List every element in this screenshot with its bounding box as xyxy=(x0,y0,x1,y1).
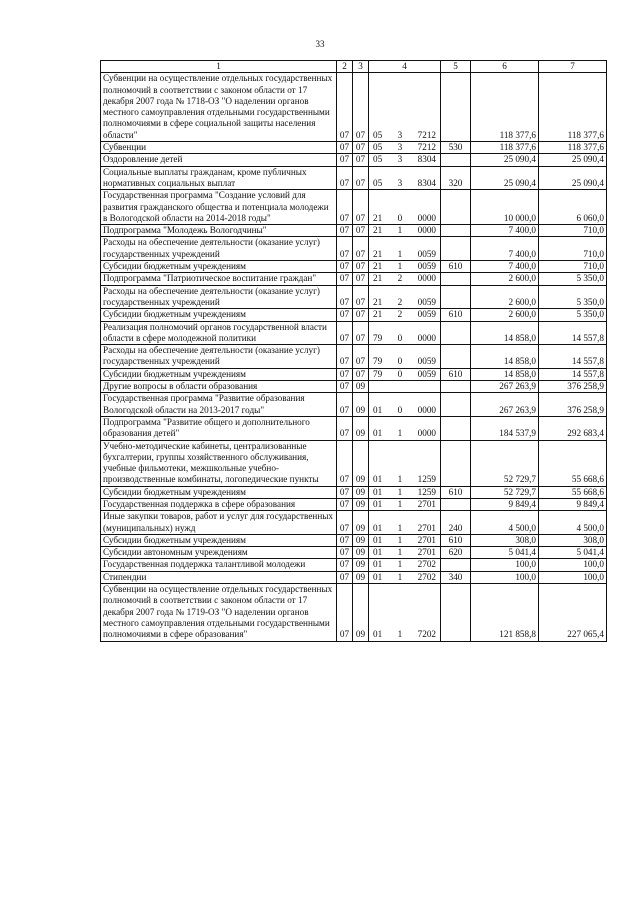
target-article-code xyxy=(369,285,441,309)
target-article-code xyxy=(369,309,441,321)
expense-type-code: 610 xyxy=(441,261,471,273)
target-article-code xyxy=(369,190,441,225)
target-article-code xyxy=(369,154,441,166)
subsection-code: 09 xyxy=(353,534,369,546)
subprogram-code: 3 xyxy=(397,177,403,188)
table-row xyxy=(101,309,607,321)
section-code: 07 xyxy=(337,154,353,166)
row-name: Субвенции на осуществление отдельных государственных полномочий в соответствии с законом области от 17 декабря 2007 года № 1718-ОЗ "О наделении органов местного самоуправления отдельными государственными полномочиями в сфере социальной защиты населения области" xyxy=(101,73,337,142)
expense-type-code xyxy=(441,237,471,261)
expense-type-code xyxy=(441,498,471,510)
section-code: 07 xyxy=(337,511,353,535)
table-row xyxy=(101,154,607,166)
expense-type-code xyxy=(441,321,471,345)
amount-year-2: 710,0 xyxy=(539,261,607,273)
section-code: 07 xyxy=(337,261,353,273)
subprogram-code: 1 xyxy=(397,225,403,236)
target-article-code xyxy=(369,440,441,486)
row-name: Реализация полномочий органов государственной власти области в сфере молодежной политики xyxy=(101,321,337,345)
target-article-code xyxy=(369,381,441,393)
row-name: Стипендии xyxy=(101,571,337,583)
amount-year-2: 14 557,8 xyxy=(539,345,607,369)
row-name: Подпрограмма "Патриотическое воспитание граждан" xyxy=(101,273,337,285)
table-row xyxy=(101,345,607,369)
direction-code: 2701 xyxy=(417,522,436,533)
section-code: 07 xyxy=(337,381,353,393)
program-code: 01 xyxy=(373,522,383,533)
amount-year-1: 9 849,4 xyxy=(471,498,539,510)
target-article-code xyxy=(369,237,441,261)
expense-type-code xyxy=(441,345,471,369)
amount-year-2: 5 350,0 xyxy=(539,309,607,321)
row-name: Субсидии бюджетным учреждениям xyxy=(101,534,337,546)
subsection-code: 07 xyxy=(353,142,369,154)
table-row xyxy=(101,368,607,380)
expense-type-code: 240 xyxy=(441,511,471,535)
subsection-code: 07 xyxy=(353,345,369,369)
expense-type-code xyxy=(441,190,471,225)
target-article-code xyxy=(369,345,441,369)
program-code: 05 xyxy=(373,154,383,165)
section-code: 07 xyxy=(337,486,353,498)
amount-year-2: 308,0 xyxy=(539,534,607,546)
amount-year-1: 308,0 xyxy=(471,534,539,546)
row-name: Социальные выплаты гражданам, кроме публичных нормативных социальных выплат xyxy=(101,166,337,190)
expense-type-code: 620 xyxy=(441,547,471,559)
amount-year-1: 4 500,0 xyxy=(471,511,539,535)
expense-type-code: 610 xyxy=(441,486,471,498)
subprogram-code: 0 xyxy=(397,404,403,415)
program-code: 21 xyxy=(373,212,383,223)
direction-code: 7212 xyxy=(417,129,436,140)
program-code: 05 xyxy=(373,177,383,188)
direction-code: 0059 xyxy=(417,368,436,379)
direction-code: 7202 xyxy=(417,629,436,640)
program-code: 01 xyxy=(373,498,383,509)
amount-year-1: 10 000,0 xyxy=(471,190,539,225)
subprogram-code: 1 xyxy=(397,474,403,485)
direction-code: 2701 xyxy=(417,534,436,545)
row-name: Расходы на обеспечение деятельности (оказание услуг) государственных учреждений xyxy=(101,237,337,261)
row-name: Субсидии бюджетным учреждениям xyxy=(101,309,337,321)
target-article-code xyxy=(369,393,441,417)
amount-year-2: 376 258,9 xyxy=(539,393,607,417)
table-row xyxy=(101,534,607,546)
table-row xyxy=(101,440,607,486)
direction-code: 0000 xyxy=(417,225,436,236)
header-cell: 2 xyxy=(337,61,353,73)
expense-type-code: 610 xyxy=(441,309,471,321)
amount-year-2: 227 065,4 xyxy=(539,584,607,641)
subsection-code: 07 xyxy=(353,273,369,285)
table-row xyxy=(101,547,607,559)
program-code: 01 xyxy=(373,534,383,545)
amount-year-1: 25 090,4 xyxy=(471,166,539,190)
row-name: Подпрограмма "Развитие общего и дополнительного образования детей" xyxy=(101,416,337,440)
amount-year-2: 5 350,0 xyxy=(539,273,607,285)
direction-code: 1259 xyxy=(417,474,436,485)
amount-year-2: 100,0 xyxy=(539,559,607,571)
expense-type-code: 340 xyxy=(441,571,471,583)
subsection-code: 07 xyxy=(353,285,369,309)
amount-year-2: 55 668,6 xyxy=(539,486,607,498)
subsection-code: 07 xyxy=(353,309,369,321)
subsection-code: 09 xyxy=(353,547,369,559)
subsection-code: 07 xyxy=(353,73,369,142)
subprogram-code: 3 xyxy=(397,142,403,153)
amount-year-1: 100,0 xyxy=(471,571,539,583)
target-article-code xyxy=(369,571,441,583)
subsection-code: 09 xyxy=(353,584,369,641)
table-row xyxy=(101,584,607,641)
amount-year-2: 14 557,8 xyxy=(539,321,607,345)
amount-year-2: 9 849,4 xyxy=(539,498,607,510)
section-code: 07 xyxy=(337,584,353,641)
target-article-code xyxy=(369,498,441,510)
direction-code: 8304 xyxy=(417,154,436,165)
section-code: 07 xyxy=(337,166,353,190)
target-article-code xyxy=(369,261,441,273)
row-name: Расходы на обеспечение деятельности (оказание услуг) государственных учреждений xyxy=(101,345,337,369)
program-code: 21 xyxy=(373,225,383,236)
page-number: 33 xyxy=(315,39,325,49)
subprogram-code: 1 xyxy=(397,498,403,509)
direction-code: 0000 xyxy=(417,332,436,343)
target-article-code xyxy=(369,534,441,546)
direction-code: 1259 xyxy=(417,486,436,497)
expense-type-code xyxy=(441,584,471,641)
amount-year-1: 52 729,7 xyxy=(471,486,539,498)
section-code: 07 xyxy=(337,142,353,154)
target-article-code xyxy=(369,584,441,641)
row-name: Иные закупки товаров, работ и услуг для государственных (муниципальных) нужд xyxy=(101,511,337,535)
row-name: Оздоровление детей xyxy=(101,154,337,166)
header-cell: 7 xyxy=(539,61,607,73)
section-code: 07 xyxy=(337,393,353,417)
expense-type-code xyxy=(441,416,471,440)
program-code: 21 xyxy=(373,261,383,272)
amount-year-1: 2 600,0 xyxy=(471,309,539,321)
expense-type-code xyxy=(441,73,471,142)
program-code: 05 xyxy=(373,129,383,140)
direction-code: 0000 xyxy=(417,273,436,284)
header-cell: 4 xyxy=(369,61,441,73)
table-row xyxy=(101,498,607,510)
program-code: 21 xyxy=(373,296,383,307)
table-row xyxy=(101,166,607,190)
table-row xyxy=(101,393,607,417)
section-code: 07 xyxy=(337,273,353,285)
header-row xyxy=(101,61,607,73)
subprogram-code: 1 xyxy=(397,522,403,533)
amount-year-2: 25 090,4 xyxy=(539,154,607,166)
subsection-code: 07 xyxy=(353,166,369,190)
program-code: 21 xyxy=(373,273,383,284)
subprogram-code: 0 xyxy=(397,212,403,223)
subprogram-code: 1 xyxy=(397,428,403,439)
program-code: 01 xyxy=(373,428,383,439)
amount-year-1: 184 537,9 xyxy=(471,416,539,440)
target-article-code xyxy=(369,547,441,559)
target-article-code xyxy=(369,142,441,154)
amount-year-2: 710,0 xyxy=(539,237,607,261)
subprogram-code: 0 xyxy=(397,368,403,379)
expense-type-code: 530 xyxy=(441,142,471,154)
subsection-code: 07 xyxy=(353,190,369,225)
program-code: 01 xyxy=(373,404,383,415)
table-row xyxy=(101,261,607,273)
table-row xyxy=(101,273,607,285)
table-row xyxy=(101,416,607,440)
section-code: 07 xyxy=(337,285,353,309)
program-code: 79 xyxy=(373,332,383,343)
amount-year-1: 267 263,9 xyxy=(471,381,539,393)
section-code: 07 xyxy=(337,440,353,486)
subprogram-code: 1 xyxy=(397,534,403,545)
section-code: 07 xyxy=(337,416,353,440)
subsection-code: 07 xyxy=(353,321,369,345)
direction-code: 0059 xyxy=(417,261,436,272)
expense-type-code: 610 xyxy=(441,534,471,546)
direction-code: 0059 xyxy=(417,356,436,367)
table-row xyxy=(101,142,607,154)
header-cell: 1 xyxy=(101,61,337,73)
direction-code: 0059 xyxy=(417,296,436,307)
amount-year-2: 710,0 xyxy=(539,225,607,237)
subprogram-code: 1 xyxy=(397,248,403,259)
header-cell: 6 xyxy=(471,61,539,73)
expense-type-code xyxy=(441,225,471,237)
expense-type-code xyxy=(441,559,471,571)
amount-year-1: 14 858,0 xyxy=(471,321,539,345)
program-code: 05 xyxy=(373,142,383,153)
program-code: 01 xyxy=(373,571,383,582)
amount-year-2: 25 090,4 xyxy=(539,166,607,190)
subsection-code: 07 xyxy=(353,154,369,166)
budget-table xyxy=(100,60,607,642)
section-code: 07 xyxy=(337,534,353,546)
amount-year-1: 100,0 xyxy=(471,559,539,571)
program-code: 01 xyxy=(373,486,383,497)
subprogram-code: 1 xyxy=(397,629,403,640)
amount-year-2: 4 500,0 xyxy=(539,511,607,535)
section-code: 07 xyxy=(337,571,353,583)
subsection-code: 09 xyxy=(353,559,369,571)
row-name: Расходы на обеспечение деятельности (оказание услуг) государственных учреждений xyxy=(101,285,337,309)
section-code: 07 xyxy=(337,309,353,321)
amount-year-1: 25 090,4 xyxy=(471,154,539,166)
row-name: Субсидии автономным учреждениям xyxy=(101,547,337,559)
direction-code: 0000 xyxy=(417,428,436,439)
program-code: 21 xyxy=(373,309,383,320)
row-name: Субсидии бюджетным учреждениям xyxy=(101,486,337,498)
row-name: Другие вопросы в области образования xyxy=(101,381,337,393)
row-name: Субсидии бюджетным учреждениям xyxy=(101,261,337,273)
subsection-code: 09 xyxy=(353,440,369,486)
subprogram-code: 3 xyxy=(397,154,403,165)
target-article-code xyxy=(369,511,441,535)
amount-year-1: 2 600,0 xyxy=(471,285,539,309)
table-row xyxy=(101,381,607,393)
row-name: Субвенции xyxy=(101,142,337,154)
section-code: 07 xyxy=(337,345,353,369)
row-name: Субсидии бюджетным учреждениям xyxy=(101,368,337,380)
direction-code: 2701 xyxy=(417,547,436,558)
section-code: 07 xyxy=(337,547,353,559)
amount-year-1: 52 729,7 xyxy=(471,440,539,486)
expense-type-code xyxy=(441,440,471,486)
row-name: Государственная программа "Создание условий для развития гражданского общества и потенциала молодежи в Вологодской области на 2014-2018 годы" xyxy=(101,190,337,225)
direction-code: 0000 xyxy=(417,404,436,415)
direction-code: 0059 xyxy=(417,309,436,320)
amount-year-1: 121 858,8 xyxy=(471,584,539,641)
row-name: Субвенции на осуществление отдельных государственных полномочий в соответствии с законом области от 17 декабря 2007 года № 1719-ОЗ "О наделении органов местного самоуправления отдельными государственными полномочиями в сфере образования" xyxy=(101,584,337,641)
target-article-code xyxy=(369,368,441,380)
amount-year-2: 100,0 xyxy=(539,571,607,583)
program-code: 21 xyxy=(373,248,383,259)
amount-year-2: 118 377,6 xyxy=(539,142,607,154)
expense-type-code xyxy=(441,273,471,285)
direction-code: 8304 xyxy=(417,177,436,188)
subprogram-code: 1 xyxy=(397,559,403,570)
table-row xyxy=(101,285,607,309)
direction-code: 0059 xyxy=(417,248,436,259)
subsection-code: 09 xyxy=(353,571,369,583)
amount-year-1: 267 263,9 xyxy=(471,393,539,417)
subsection-code: 09 xyxy=(353,511,369,535)
amount-year-1: 7 400,0 xyxy=(471,261,539,273)
direction-code: 2702 xyxy=(417,571,436,582)
amount-year-2: 292 683,4 xyxy=(539,416,607,440)
subsection-code: 09 xyxy=(353,498,369,510)
amount-year-2: 118 377,6 xyxy=(539,73,607,142)
expense-type-code xyxy=(441,285,471,309)
amount-year-2: 55 668,6 xyxy=(539,440,607,486)
section-code: 07 xyxy=(337,237,353,261)
row-name: Учебно-методические кабинеты, централизованные бухгалтерии, группы хозяйственного обслуживания, учебные фильмотеки, межшкольные учебно-производственные комбинаты, логопедические пункты xyxy=(101,440,337,486)
target-article-code xyxy=(369,416,441,440)
row-name: Государственная поддержка талантливой молодежи xyxy=(101,559,337,571)
direction-code: 0000 xyxy=(417,212,436,223)
subsection-code: 09 xyxy=(353,393,369,417)
program-code: 79 xyxy=(373,356,383,367)
section-code: 07 xyxy=(337,321,353,345)
subsection-code: 07 xyxy=(353,261,369,273)
subprogram-code: 1 xyxy=(397,486,403,497)
table-row xyxy=(101,190,607,225)
subsection-code: 07 xyxy=(353,368,369,380)
table-row xyxy=(101,225,607,237)
amount-year-1: 118 377,6 xyxy=(471,73,539,142)
section-code: 07 xyxy=(337,559,353,571)
direction-code: 2702 xyxy=(417,559,436,570)
amount-year-1: 118 377,6 xyxy=(471,142,539,154)
subprogram-code: 2 xyxy=(397,273,403,284)
section-code: 07 xyxy=(337,73,353,142)
subprogram-code: 3 xyxy=(397,129,403,140)
amount-year-1: 7 400,0 xyxy=(471,237,539,261)
section-code: 07 xyxy=(337,498,353,510)
amount-year-1: 5 041,4 xyxy=(471,547,539,559)
subprogram-code: 1 xyxy=(397,571,403,582)
amount-year-2: 14 557,8 xyxy=(539,368,607,380)
program-code: 01 xyxy=(373,629,383,640)
section-code: 07 xyxy=(337,225,353,237)
table-row xyxy=(101,73,607,142)
expense-type-code xyxy=(441,393,471,417)
target-article-code xyxy=(369,273,441,285)
subsection-code: 07 xyxy=(353,237,369,261)
table-row xyxy=(101,559,607,571)
program-code: 01 xyxy=(373,547,383,558)
section-code: 07 xyxy=(337,368,353,380)
program-code: 01 xyxy=(373,474,383,485)
target-article-code xyxy=(369,166,441,190)
amount-year-1: 7 400,0 xyxy=(471,225,539,237)
direction-code: 7212 xyxy=(417,142,436,153)
program-code: 01 xyxy=(373,559,383,570)
target-article-code xyxy=(369,559,441,571)
expense-type-code xyxy=(441,381,471,393)
subprogram-code: 0 xyxy=(397,332,403,343)
table-row xyxy=(101,237,607,261)
row-name: Подпрограмма "Молодежь Вологодчины" xyxy=(101,225,337,237)
expense-type-code: 610 xyxy=(441,368,471,380)
row-name: Государственная программа "Развитие образования Вологодской области на 2013-2017 годы" xyxy=(101,393,337,417)
subsection-code: 07 xyxy=(353,225,369,237)
header-cell: 3 xyxy=(353,61,369,73)
target-article-code xyxy=(369,73,441,142)
expense-type-code xyxy=(441,154,471,166)
amount-year-2: 6 060,0 xyxy=(539,190,607,225)
table-row xyxy=(101,321,607,345)
target-article-code xyxy=(369,321,441,345)
subprogram-code: 2 xyxy=(397,309,403,320)
target-article-code xyxy=(369,486,441,498)
table-row xyxy=(101,486,607,498)
amount-year-1: 14 858,0 xyxy=(471,368,539,380)
amount-year-1: 2 600,0 xyxy=(471,273,539,285)
subprogram-code: 1 xyxy=(397,261,403,272)
target-article-code xyxy=(369,225,441,237)
subsection-code: 09 xyxy=(353,486,369,498)
table-row xyxy=(101,511,607,535)
subprogram-code: 0 xyxy=(397,356,403,367)
subprogram-code: 2 xyxy=(397,296,403,307)
program-code: 79 xyxy=(373,368,383,379)
row-name: Государственная поддержка в сфере образования xyxy=(101,498,337,510)
amount-year-2: 5 041,4 xyxy=(539,547,607,559)
section-code: 07 xyxy=(337,190,353,225)
amount-year-1: 14 858,0 xyxy=(471,345,539,369)
expense-type-code: 320 xyxy=(441,166,471,190)
table-row xyxy=(101,571,607,583)
direction-code: 2701 xyxy=(417,498,436,509)
subsection-code: 09 xyxy=(353,416,369,440)
subsection-code: 09 xyxy=(353,381,369,393)
amount-year-2: 5 350,0 xyxy=(539,285,607,309)
subprogram-code: 1 xyxy=(397,547,403,558)
header-cell: 5 xyxy=(441,61,471,73)
amount-year-2: 376 258,9 xyxy=(539,381,607,393)
